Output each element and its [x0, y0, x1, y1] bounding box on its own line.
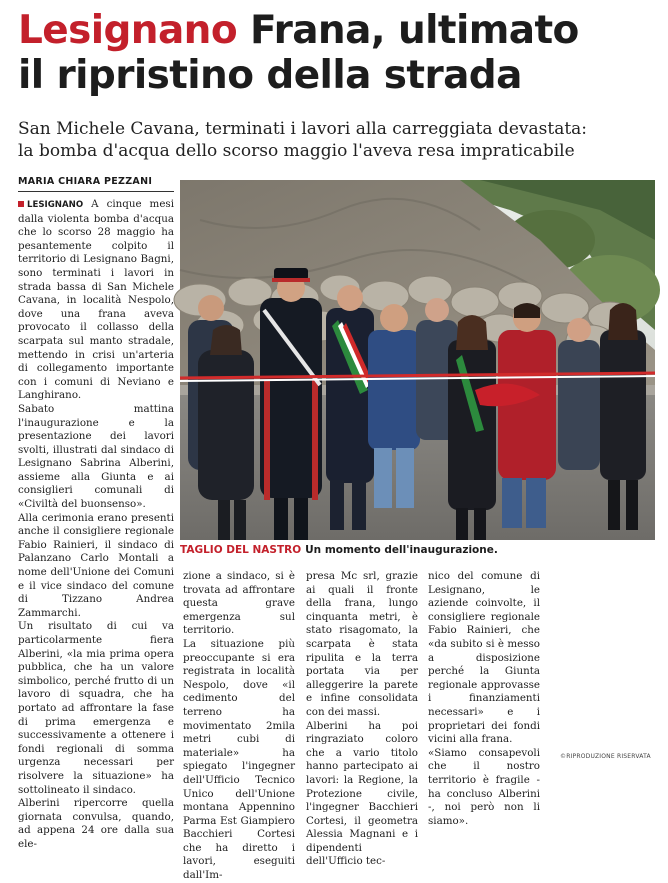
headline-title-line1: Frana, ultimato [250, 8, 579, 53]
article-paragraph: Alberini ha poi ringraziato coloro che a vario titolo hanno partecipato ai lavori: la Regione, la Protezione civile, l'ingegner Bacchieri Cortesi, il geometra Alessia Magnani e i dipendenti dell'Ufficio tec- [306, 719, 418, 868]
article-column-1 [18, 198, 174, 852]
headline [18, 8, 658, 98]
caption-text: Un momento dell'inaugurazione. [305, 544, 498, 556]
inauguration-photo-illustration [180, 180, 655, 540]
caption-tag: TAGLIO DEL NASTRO [180, 544, 302, 556]
article-paragraph: «Siamo consapevoli che il nostro territorio è fragile - ha concluso Alberini -, noi però non li siamo». [428, 746, 540, 827]
article-paragraph: Un risultato di cui va particolarmente fiera Alberini, «la mia prima opera pubblica, che ha un valore simbolico, perché frutto di un lavoro di squadra, che ha portato ad affrontare la fase di prima emergenza e successivamente a ottenere i fondi regionali di somma urgenza necessari per risolvere la situazione» ha sottolineato il sindaco. [18, 620, 174, 796]
article-paragraph: Alla cerimonia erano presenti anche il consigliere regionale Fabio Rainieri, il sindaco di Palanzano Carlo Montali a nome dell'Unione dei Comuni e il vice sindaco del comune di Tizzano Andrea Zammarchi. [18, 511, 174, 619]
photo-caption [180, 544, 655, 556]
article-paragraph: La situazione più preoccupante si era registrata in località Nespolo, dove «il cedimento del terreno ha movimentato 2mila metri cubi di materiale» ha spiegato l'ingegner dell'Ufficio Tecnico Unico dell'Unione montana Appennino Parma Est Giampiero Bacchieri Cortesi che ha diretto i lavori, eseguiti dall'Im- [183, 637, 295, 882]
article-paragraph: Alberini ripercorre quella giornata convulsa, quando, ad appena 24 ore dalla sua ele- [18, 797, 174, 850]
article-paragraph: Sabato mattina l'inaugurazione e la presentazione dei lavori svolti, illustrati dal sindaco di Lesignano Sabrina Alberini, assieme alla Giunta e ai consiglieri comunali di «Civiltà del buonsenso». [18, 402, 174, 511]
article-paragraph: nico del comune di Lesignano, le aziende coinvolte, il consigliere regionale Fabio Rainieri, che «da subito si è messo a disposizione perché la Giunta regionale approvasse i finanziamenti necessari» e i proprietari dei fondi vicini alla frana. [428, 570, 540, 746]
subheadline-line2: la bomba d'acqua dello scorso maggio l'aveva resa impraticabile [18, 141, 575, 161]
subheadline [18, 118, 658, 162]
article-paragraph: presa Mc srl, grazie ai quali il fronte della frana, lungo cinquanta metri, è stato risagomato, la scarpata è stata ripulita e la terra portata via per alleggerire la parete e infine consolidata con dei massi. [306, 570, 418, 718]
article-column-3 [306, 570, 418, 869]
article-paragraph: zione a sindaco, si è trovata ad affrontare questa grave emergenza sul territorio. [183, 570, 295, 637]
inauguration-photo [180, 180, 655, 540]
location-tag: LESIGNANO [18, 200, 83, 210]
headline-title-line2: il ripristino della strada [18, 53, 522, 98]
article-column-2 [183, 570, 295, 883]
article-column-4 [428, 570, 540, 828]
byline: MARIA CHIARA PEZZANI [18, 176, 174, 192]
headline-kicker: Lesignano [18, 8, 238, 53]
subheadline-line1: San Michele Cavana, terminati i lavori alla carreggiata devastata: [18, 119, 588, 139]
copyright-notice: © RIPRODUZIONE RISERVATA [560, 753, 651, 760]
article-paragraph: LESIGNANO A cinque mesi dalla violenta bomba d'acqua che lo scorso 28 maggio ha pesantemente colpito il territorio di Lesignano Bagni, sono terminati i lavori in strada bassa di San Michele Cavana, in località Nespolo, dove una frana aveva provocato il collasso della scarpata sul manto stradale, mettendo in crisi un'arteria di collegamento importante con i comuni di Neviano e Langhirano. [18, 198, 174, 402]
